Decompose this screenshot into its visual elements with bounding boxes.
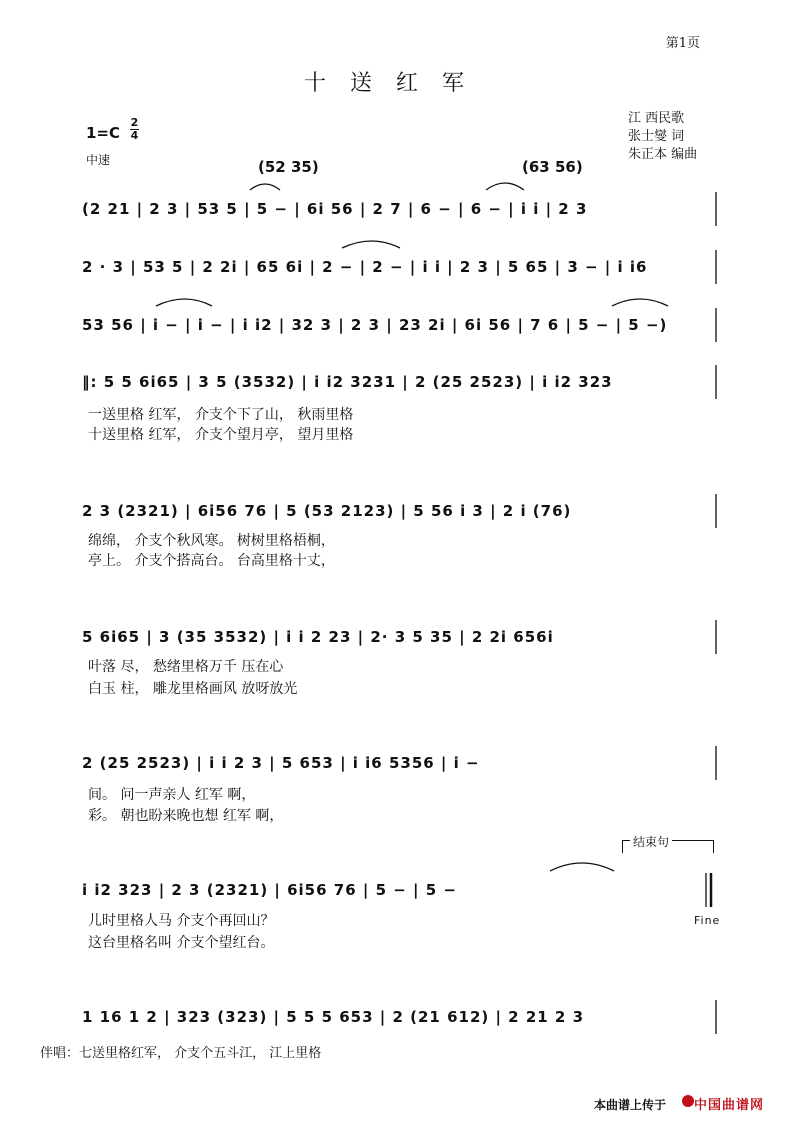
lyric-line: 彩。 朝也盼来晚也想 红军 啊， (88, 808, 284, 824)
slur (612, 299, 668, 306)
lyric-line: 一送里格 红军， 介支个下了山， 秋雨里格 (88, 407, 354, 423)
slur (550, 863, 614, 871)
credit-arranger: 朱正本 编曲 (628, 147, 698, 162)
slur (250, 184, 280, 190)
system-notes: 1 16 1 2 | 323 (323) | 5 5 5 653 | 2 (21 612) | 2 21 2 3 (82, 1008, 585, 1026)
key-signature: 1=C (86, 124, 121, 142)
meter-top: 2 (130, 116, 139, 129)
system-notes: 2 3 (2321) | 6i56 76 | 5 (53 2123) | 5 56 i 3 | 2 i (76) (82, 502, 572, 520)
system-notes: 53 56 | i − | i − | i i2 | 32 3 | 2 3 | 23 2i | 6i 56 | 7 6 | 5 − | 5 −) (82, 316, 668, 334)
tempo-marking: 中速 (86, 153, 111, 167)
slur (342, 241, 400, 248)
lyric-line: 白玉 柱， 雕龙里格画风 放呀放光 (88, 681, 298, 697)
lyric-line: 儿时里格人马 介支个再回山？ (88, 913, 275, 929)
credit-lyricist: 张士燮 词 (628, 129, 685, 144)
system-notes: 5 6i65 | 3 (35 3532) | i i 2 23 | 2· 3 5 35 | 2 2i 656i (82, 628, 554, 646)
system-notes: 2 (25 2523) | i i 2 3 | 5 653 | i i6 5356 | i − (82, 754, 480, 772)
lyric-line: 十送里格 红军， 介支个望月亭， 望月里格 (88, 427, 354, 443)
fine-marking: Fine (694, 914, 721, 927)
lyric-line: 这台里格名叫 介支个望红台。 (88, 935, 275, 951)
brand-name: 中国曲谱网 (694, 1098, 765, 1113)
credit-source: 江 西民歌 (628, 111, 685, 126)
lyric-line: 亭上。 介支个搭高台。 台高里格十丈， (88, 553, 335, 569)
lyric-line: 叶落 尽， 愁绪里格万千 压在心 (88, 659, 284, 675)
system-notes: (2 21 | 2 3 | 53 5 | 5 − | 6i 56 | 2 7 | 6 − | 6 − | i i | 2 3 (82, 200, 588, 218)
slur (156, 299, 212, 306)
accompaniment-lyric: 伴唱：七送里格红军， 介支个五斗江， 江上里格 (40, 1046, 322, 1061)
page-number: 第1页 (665, 36, 700, 51)
slur (486, 183, 524, 190)
lyric-line: 绵绵， 介支个秋风寒。 树树里格梧桐， (88, 533, 335, 549)
ending-label: 结束句 (630, 833, 672, 850)
meter-bottom: 4 (130, 129, 139, 142)
system-notes: ‖: 5 5 6i65 | 3 5 (3532) | i i2 3231 | 2 (25 2523) | i i2 323 (82, 373, 613, 391)
lyric-line: 间。 问一声亲人 红军 啊， (88, 787, 256, 803)
system-notes: 2 · 3 | 53 5 | 2 2i | 65 6i | 2 − | 2 − | i i | 2 3 | 5 65 | 3 − | i i6 (82, 258, 648, 276)
song-title: 十送红军 (303, 71, 488, 96)
intro-upper-2: (63 56) (522, 158, 583, 176)
intro-upper-1: (52 35) (258, 158, 319, 176)
footer-text: 本曲谱上传于 (594, 1098, 667, 1112)
system-notes: i i2 323 | 2 3 (2321) | 6i56 76 | 5 − | 5 − (82, 881, 457, 899)
